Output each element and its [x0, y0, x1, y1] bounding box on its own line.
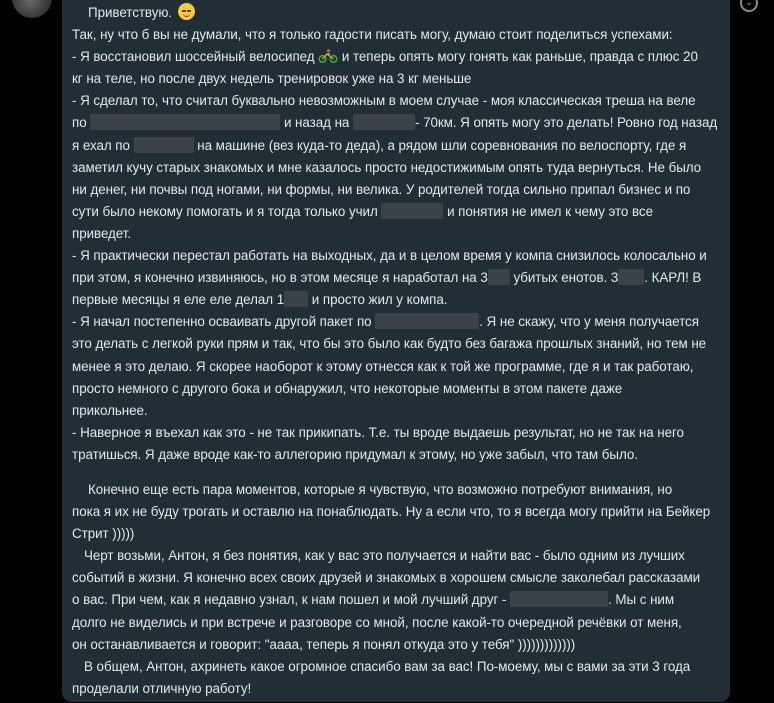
message-bubble — [62, 0, 730, 702]
message-line: первые месяцы я еле еле делал 1 и просто жил у компа. — [72, 292, 448, 308]
message-line: событий в жизни. Я конечно всех своих друзей и знакомых в хорошем смысле заколебал рассказами — [72, 570, 701, 586]
redacted-text — [375, 313, 479, 329]
message-line: тратишься. Я даже вроде как-то аллегорию придумал к этому, но уже забыл, что там было. — [72, 446, 638, 462]
message-line: пока я их не буду трогать и оставлю на понаблюдать. Ну а если что, то я всегда могу прийти на Бейкер — [72, 504, 711, 520]
redacted-text — [284, 291, 308, 307]
message-line: В общем, Антон, ахринеть какое огромное спасибо вам за вас! По-моему, мы с вами за эти 3 года — [84, 658, 691, 674]
message-line: заметил кучу старых знакомых и мне казалось просто недостижимым опять туда вернуться. Не было — [72, 159, 702, 175]
relieved-face-emoji-icon — [178, 3, 195, 20]
message-line: о вас. При чем, как я недавно узнал, к нам пошел и мой лучший друг - . Мы с ним — [72, 592, 674, 608]
message-line: я ехал по на машине (вез куда-то деда), а рядом шли соревнования по велоспорту, где я — [72, 137, 687, 153]
message-line: Стрит ))))) — [72, 526, 135, 542]
chevron-icon[interactable]: ⌄ — [740, 0, 758, 12]
person-biking-emoji-icon — [318, 49, 338, 63]
message-line: по и назад на - 70км. Я опять могу это делать! Ровно год назад — [72, 115, 718, 131]
message-line: просто немного с другого бока и обнаружил, что некоторые моменты в этом пакете даже — [72, 380, 623, 396]
message-line: - Я сделал то, что считал буквально невозможным в моем случае - моя классическая треша на веле — [72, 93, 696, 109]
message-line: долго не виделись и при встрече и разговоре со мной, после какой-то очередной речёвки от меня, — [72, 614, 682, 630]
message-line: кг на теле, но после двух недель тренировок уже на 3 кг меньше — [72, 71, 472, 87]
message-line: прикольнее. — [72, 402, 148, 418]
message-line: Черт возьми, Антон, я без понятия, как у вас это получается и найти вас - было одним из лучших — [84, 548, 685, 564]
redacted-text — [618, 269, 644, 285]
message-line: при этом, я конечно извиняюсь, но в этом месяце я наработал на 3 убитых енотов. 3 . КАРЛ! В — [72, 270, 702, 286]
message-line: Так, ну что б вы не думали, что я только гадости писать могу, думаю стоит поделиться успехами: — [72, 27, 673, 43]
redacted-text — [90, 114, 280, 130]
message-line: это делать с легкой руки прям и так, что бы это было как будто без багажа прошлых знаний, но тем не — [72, 336, 707, 352]
redacted-text — [353, 114, 415, 130]
redacted-text — [381, 203, 443, 219]
message-line: - Я начал постепенно осваивать другой пакет по . Я не скажу, что у меня получается — [72, 314, 699, 330]
message-line: менее я это делаю. Я скорее наоборот к этому отнесся как к той же программе, где я и так работаю, — [72, 358, 694, 374]
message-line — [72, 2, 720, 24]
message-line: - Я практически перестал работать на выходных, да и в целом время у компа снизилось колосально и — [72, 248, 707, 264]
message-line: он останавливается и говорит: "аааа, теперь я понял откуда это у тебя" ))))))))))))) — [72, 636, 576, 652]
message-line: сути было некому помогать и я тогда только учил и понятия не имел к чему это все — [72, 203, 653, 219]
message-line: Конечно еще есть пара моментов, которые я чувствую, что возможно потребуют внимания, но — [88, 481, 673, 497]
message-line: - Наверное я въехал как это - не так прикипать. Т.е. ты вроде выдаешь результат, но не так на него — [72, 424, 684, 440]
sender-avatar[interactable] — [12, 0, 52, 18]
message-line: ни денег, ни почвы под ногами, ни формы, ни велика. У родителей тогда сильно припал бизнес и по — [72, 181, 691, 197]
redacted-text — [510, 591, 608, 607]
message-line: приведет. — [72, 225, 132, 241]
message-line: проделали отличную работу! — [72, 680, 252, 696]
redacted-text — [134, 137, 194, 153]
message-line: - Я восстановил шоссейный велосипед и теперь опять могу гонять как раньше, правда с плюс 20 — [72, 49, 698, 65]
redacted-text — [488, 269, 510, 285]
greeting-text: Приветствую. — [88, 5, 173, 20]
